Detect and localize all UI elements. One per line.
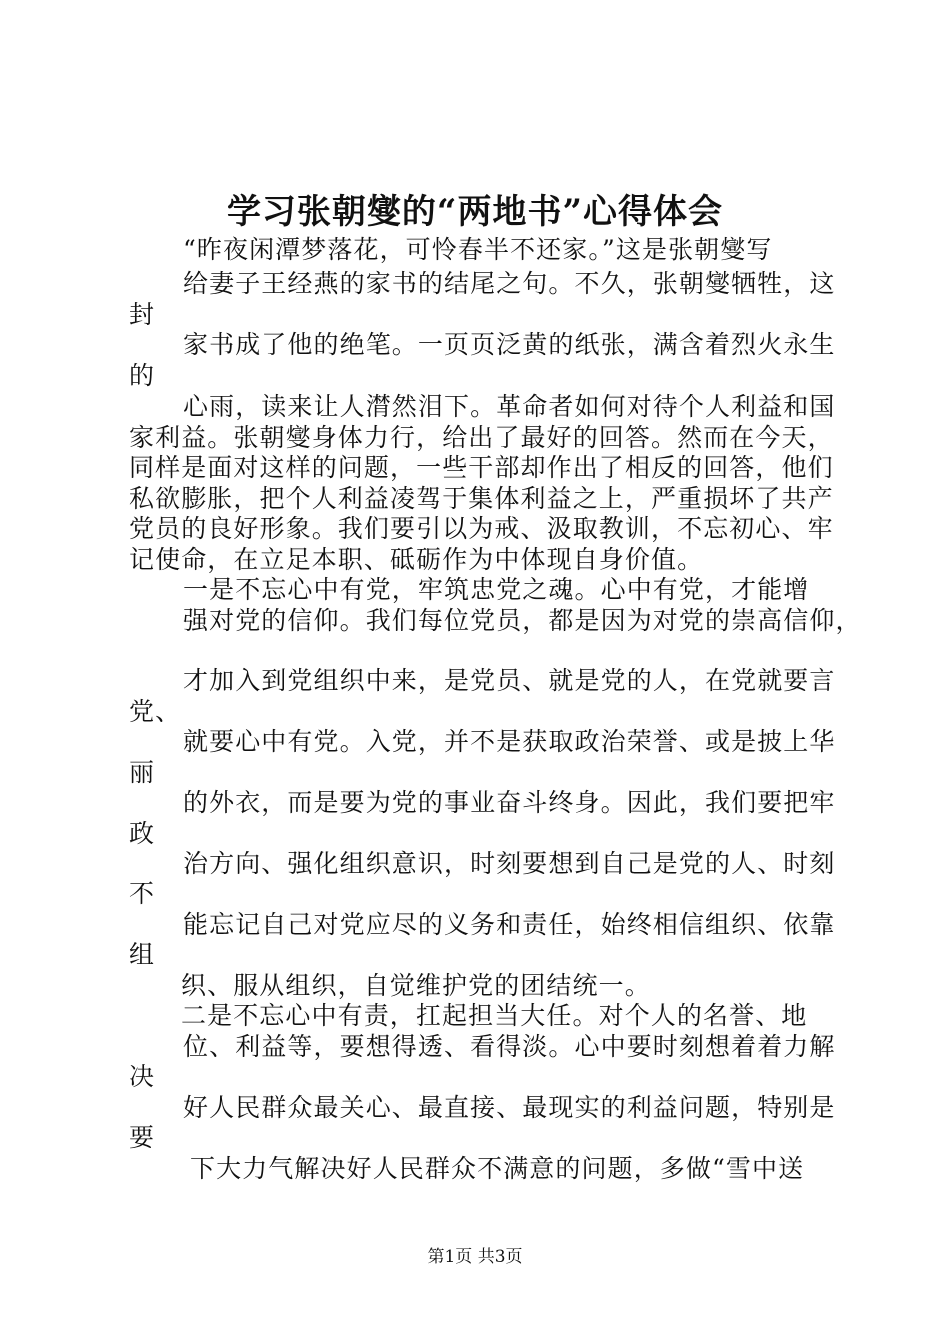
body-line: 下大力气解决好人民群众不满意的问题，多做“雪中送	[190, 1154, 805, 1183]
body-line: 能忘记自己对党应尽的义务和责任，始终相信组织、依靠	[183, 910, 836, 939]
body-line: 强对党的信仰。我们每位党员，都是因为对党的崇高信仰，	[183, 606, 862, 635]
body-line: 记使命，在立足本职、砥砺作为中体现自身价值。	[129, 545, 704, 574]
document-title: 学习张朝燮的“两地书”心得体会	[226, 192, 724, 232]
body-line: 家书成了他的绝笔。一页页泛黄的纸张，满含着烈火永生	[183, 330, 836, 359]
body-line: 不	[129, 879, 156, 908]
body-line: 心雨，读来让人潸然泪下。革命者如何对待个人利益和国	[183, 392, 836, 421]
body-line: 位、利益等，要想得透、看得淡。心中要时刻想着着力解	[183, 1032, 836, 1061]
body-line: 封	[129, 300, 156, 329]
body-line: 治方向、强化组织意识，时刻要想到自己是党的人、时刻	[183, 849, 836, 878]
body-line: 好人民群众最关心、最直接、最现实的利益问题，特别是	[183, 1093, 836, 1122]
body-line: 要	[129, 1123, 156, 1152]
body-line: 决	[129, 1062, 156, 1091]
body-line: 党、	[129, 697, 182, 726]
body-line: 家利益。张朝燮身体力行，给出了最好的回答。然而在今天，	[129, 423, 834, 452]
body-line: 同样是面对这样的问题，一些干部却作出了相反的回答，他们	[129, 453, 834, 482]
body-line: “昨夜闲潭梦落花，可怜春半不还家。”这是张朝燮写	[183, 235, 773, 264]
body-line: 丽	[129, 758, 156, 787]
body-line: 一是不忘心中有党，牢筑忠党之魂。心中有党，才能增	[183, 575, 810, 604]
body-line: 织、服从组织，自觉维护党的团结统一。	[181, 971, 651, 1000]
body-line: 就要心中有党。入党，并不是获取政治荣誉、或是披上华	[183, 727, 836, 756]
page-number: 第1页 共3页	[427, 1247, 523, 1267]
body-line: 才加入到党组织中来，是党员、就是党的人，在党就要言	[183, 666, 836, 695]
body-line: 二是不忘心中有责，扛起担当大任。对个人的名誉、地	[181, 1001, 808, 1030]
body-line: 政	[129, 819, 156, 848]
body-line: 私欲膨胀，把个人利益凌驾于集体利益之上，严重损坏了共产	[129, 484, 834, 513]
body-line: 组	[129, 940, 156, 969]
body-line: 给妻子王经燕的家书的结尾之句。不久，张朝燮牺牲，这	[183, 269, 836, 298]
body-line: 党员的良好形象。我们要引以为戒、汲取教训，不忘初心、牢	[129, 514, 834, 543]
body-line: 的外衣，而是要为党的事业奋斗终身。因此，我们要把牢	[183, 788, 836, 817]
body-line: 的	[129, 361, 156, 390]
